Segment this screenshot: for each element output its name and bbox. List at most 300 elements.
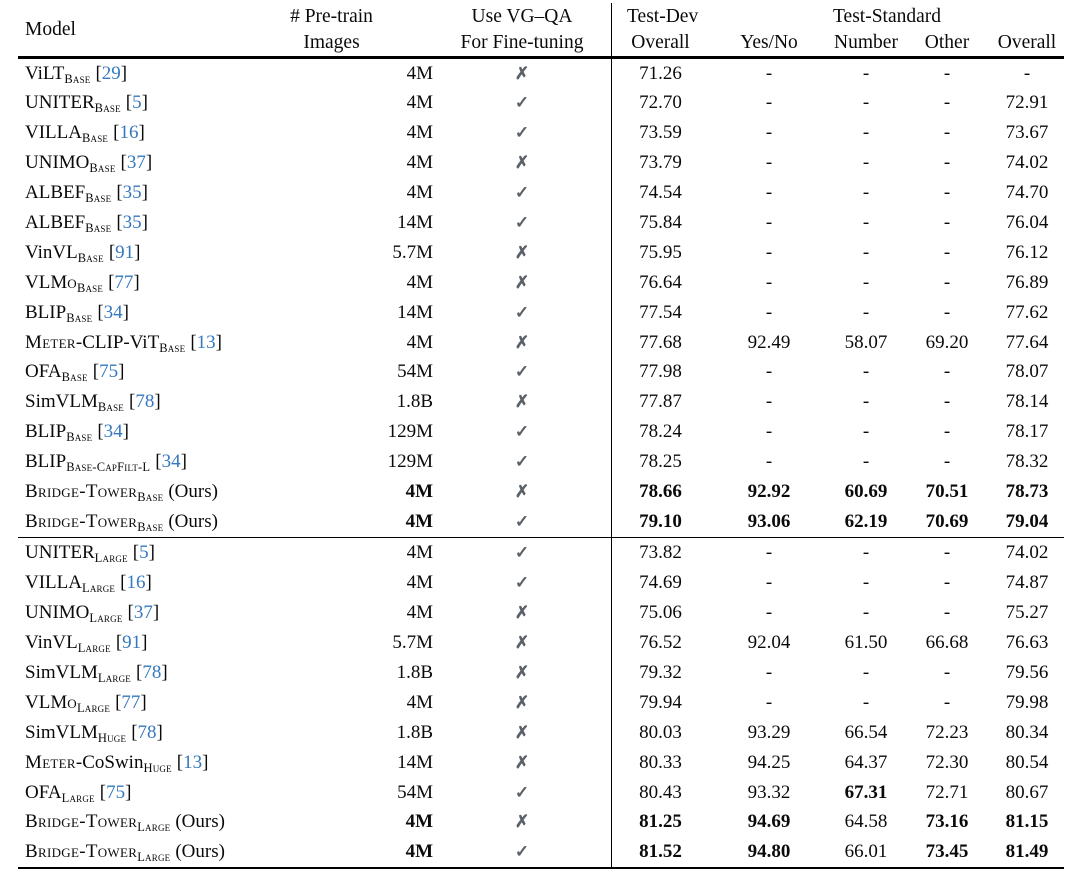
citation-link[interactable]: 16 xyxy=(126,572,146,594)
score-cell-overall: 78.73 xyxy=(1005,481,1049,502)
model-name xyxy=(18,782,348,804)
score-cell-number: - xyxy=(862,301,870,323)
vgqa-check-icon: ✓ xyxy=(514,93,530,113)
header-model: Model xyxy=(25,18,76,40)
pretrain-images-cell: 4M xyxy=(405,481,433,502)
citation-close-bracket: ] xyxy=(148,542,155,564)
table-row xyxy=(18,628,1064,658)
table-row xyxy=(18,208,1064,238)
model-size-subscript: Base xyxy=(66,310,93,325)
vgqa-cell xyxy=(433,212,611,234)
vgqa-check-icon: ✓ xyxy=(514,123,530,143)
score-cell-testdev-overall: 77.68 xyxy=(639,331,682,353)
score-cell-testdev-overall: 73.79 xyxy=(639,152,682,174)
citation-close-bracket: ] xyxy=(156,721,163,743)
score-cell-number: 64.58 xyxy=(844,811,888,833)
citation-open-bracket: [ xyxy=(136,661,143,683)
model-name xyxy=(18,92,348,114)
vgqa-cross-icon: ✗ xyxy=(514,722,530,742)
score-cell-overall: 79.98 xyxy=(1005,691,1049,713)
vgqa-cross-icon: ✗ xyxy=(514,272,530,292)
table-row xyxy=(18,268,1064,298)
citation-open-bracket: [ xyxy=(95,62,102,84)
pretrain-images-cell: 4M xyxy=(406,542,433,564)
citation-link[interactable]: 16 xyxy=(119,122,139,144)
vgqa-cross-icon: ✗ xyxy=(514,633,530,653)
citation-close-bracket: ] xyxy=(161,661,168,683)
citation xyxy=(116,632,148,653)
score-cell-other: 70.69 xyxy=(925,510,969,532)
citation xyxy=(120,572,152,593)
citation-close-bracket: ] xyxy=(154,391,161,413)
vgqa-check-icon: ✓ xyxy=(514,543,530,563)
citation-open-bracket: [ xyxy=(120,572,127,594)
citation xyxy=(136,662,168,683)
vgqa-cell xyxy=(433,242,611,264)
score-cell-testdev-overall: 72.70 xyxy=(639,92,682,114)
model-size-subscript: Large xyxy=(94,551,128,566)
table-row xyxy=(18,88,1064,118)
vgqa-cross-icon: ✗ xyxy=(514,752,530,772)
pretrain-images-cell: 4M xyxy=(406,602,433,624)
citation-open-bracket: [ xyxy=(131,721,138,743)
model-name xyxy=(18,302,348,324)
citation xyxy=(133,542,155,563)
score-cell-number: 66.01 xyxy=(844,841,888,863)
citation-open-bracket: [ xyxy=(108,271,115,293)
citation-link[interactable]: 34 xyxy=(103,421,123,443)
citation-link[interactable]: 13 xyxy=(183,751,203,773)
header-vgqa-line2: For Fine-tuning xyxy=(460,32,584,53)
model-size-subscript: Base xyxy=(94,101,121,116)
score-cell-testdev-overall: 75.06 xyxy=(639,602,682,624)
header-col-overall-std: Overall xyxy=(997,32,1057,53)
score-cell-number: - xyxy=(862,152,870,174)
vgqa-cell xyxy=(433,421,611,443)
model-name xyxy=(18,572,348,594)
model-size-subscript: Base xyxy=(64,71,91,86)
score-cell-number: - xyxy=(862,691,870,713)
vgqa-cross-icon: ✗ xyxy=(514,63,530,83)
model-name-part: ALBEF xyxy=(25,211,86,233)
model-name-part: BLIP xyxy=(25,451,67,473)
model-name-part: -CLIP-ViT xyxy=(75,331,160,353)
score-cell-other: 72.23 xyxy=(925,721,969,743)
table-header xyxy=(18,3,1064,56)
model-name-part: Meter xyxy=(25,331,76,353)
pretrain-images-cell: 4M xyxy=(406,62,433,84)
citation-link[interactable]: 78 xyxy=(142,661,162,683)
vgqa-cell xyxy=(433,692,611,714)
model-name xyxy=(18,212,348,234)
citation-link[interactable]: 5 xyxy=(139,542,149,564)
table-row xyxy=(18,568,1064,598)
score-cell-testdev-overall: 76.64 xyxy=(639,271,682,293)
model-name xyxy=(18,481,348,503)
score-cell-overall: - xyxy=(1023,62,1031,84)
model-name-part: UNITER xyxy=(25,542,95,564)
score-cell-yesno: - xyxy=(765,542,773,564)
score-cell-testdev-overall: 79.94 xyxy=(639,691,682,713)
citation-close-bracket: ] xyxy=(145,152,153,174)
column-divider-rule xyxy=(611,3,612,869)
score-cell-overall: 75.27 xyxy=(1005,602,1049,624)
model-name-part: ALBEF xyxy=(25,182,86,204)
header-pretrain-line2: Images xyxy=(303,32,360,53)
pretrain-images-cell: 54M xyxy=(397,781,433,803)
vgqa-cell xyxy=(433,391,611,413)
score-cell-other: - xyxy=(943,361,951,383)
pretrain-images-cell: 4M xyxy=(405,811,433,833)
score-cell-yesno: - xyxy=(765,391,773,413)
model-name xyxy=(18,332,348,354)
score-cell-testdev-overall: 77.98 xyxy=(639,361,682,383)
citation-link[interactable]: 37 xyxy=(133,602,153,624)
ours-label: (Ours) xyxy=(175,811,225,833)
score-cell-testdev-overall: 73.59 xyxy=(639,122,682,144)
score-cell-yesno: 94.25 xyxy=(747,751,791,773)
model-name-part: o xyxy=(67,271,77,293)
citation-close-bracket: ] xyxy=(138,122,145,144)
citation-open-bracket: [ xyxy=(125,92,133,114)
score-cell-overall: 74.02 xyxy=(1005,542,1049,564)
citation-link[interactable]: 78 xyxy=(137,721,157,743)
score-cell-number: - xyxy=(862,62,870,84)
model-name-part: SimVLM xyxy=(25,721,98,743)
score-cell-yesno: - xyxy=(765,361,773,383)
pretrain-images-cell: 5.7M xyxy=(392,241,433,263)
vgqa-cell xyxy=(433,152,611,174)
table-row xyxy=(18,148,1064,178)
score-cell-other: 72.71 xyxy=(925,781,969,803)
citation-link[interactable]: 29 xyxy=(101,62,121,84)
score-cell-overall: 81.49 xyxy=(1005,841,1049,863)
citation xyxy=(97,421,129,442)
score-cell-number: - xyxy=(862,451,870,473)
model-name xyxy=(18,122,348,144)
vgqa-cell xyxy=(433,361,611,383)
citation-link[interactable]: 37 xyxy=(126,152,146,174)
score-cell-other: - xyxy=(943,542,951,564)
citation xyxy=(190,332,222,353)
citation-close-bracket: ] xyxy=(122,421,129,443)
citation-link[interactable]: 78 xyxy=(135,391,155,413)
score-cell-yesno: 93.29 xyxy=(747,721,791,743)
citation-open-bracket: [ xyxy=(116,211,123,233)
model-name-part: BLIP xyxy=(25,421,67,443)
model-name xyxy=(18,602,348,624)
citation-open-bracket: [ xyxy=(116,182,123,204)
vgqa-check-icon: ✓ xyxy=(514,573,530,593)
score-cell-other: - xyxy=(943,122,951,144)
vgqa-cross-icon: ✗ xyxy=(514,482,530,501)
score-cell-testdev-overall: 78.24 xyxy=(639,421,682,443)
citation xyxy=(97,302,129,323)
model-name xyxy=(18,451,348,473)
citation-close-bracket: ] xyxy=(215,331,222,353)
score-cell-number: - xyxy=(862,572,870,594)
model-name xyxy=(18,542,348,564)
header-col-overall-dev: Overall xyxy=(631,32,690,53)
header-pretrain-line1: # Pre-train xyxy=(290,6,373,27)
model-name xyxy=(18,182,348,204)
pretrain-images-cell: 4M xyxy=(405,510,433,532)
citation-open-bracket: [ xyxy=(115,632,123,654)
pretrain-images-cell: 4M xyxy=(406,331,433,353)
score-cell-overall: 80.54 xyxy=(1005,751,1049,773)
score-cell-overall: 77.64 xyxy=(1005,331,1049,353)
table-row xyxy=(18,688,1064,718)
score-cell-other: - xyxy=(943,691,951,713)
citation-open-bracket: [ xyxy=(176,751,184,773)
score-cell-testdev-overall: 73.82 xyxy=(639,542,682,564)
score-cell-testdev-overall: 78.66 xyxy=(639,481,682,502)
pretrain-images-cell: 4M xyxy=(406,92,433,114)
pretrain-images-cell: 1.8B xyxy=(396,391,433,413)
header-col-yesno: Yes/No xyxy=(740,32,798,53)
vgqa-cell xyxy=(433,481,611,503)
model-name xyxy=(18,421,348,443)
table-row xyxy=(18,118,1064,148)
score-cell-testdev-overall: 81.25 xyxy=(639,811,682,833)
citation-close-bracket: ] xyxy=(134,241,141,263)
vgqa-cell xyxy=(433,811,611,833)
model-name-part: UNIMO xyxy=(25,152,90,174)
model-name-part: VinVL xyxy=(25,632,78,654)
model-size-subscript: Large xyxy=(61,790,95,805)
citation-close-bracket: ] xyxy=(125,781,132,803)
score-cell-yesno: - xyxy=(765,62,773,84)
score-cell-other: - xyxy=(943,271,951,293)
score-cell-overall: 76.12 xyxy=(1005,241,1049,263)
score-cell-overall: 74.70 xyxy=(1005,182,1049,204)
citation-close-bracket: ] xyxy=(180,451,187,473)
model-name xyxy=(18,361,348,383)
citation-link[interactable]: 91 xyxy=(122,632,142,654)
model-name xyxy=(18,391,348,413)
citation xyxy=(116,182,148,203)
model-name xyxy=(18,692,348,714)
vgqa-check-icon: ✓ xyxy=(514,452,530,472)
citation-link[interactable]: 35 xyxy=(122,182,142,204)
score-cell-other: 73.45 xyxy=(925,841,969,863)
score-cell-number: - xyxy=(862,182,870,204)
score-cell-number: 67.31 xyxy=(844,781,888,803)
model-name-part: -CoSwin xyxy=(75,751,144,773)
model-size-subscript: Large xyxy=(97,670,131,685)
score-cell-yesno: 92.92 xyxy=(747,481,791,502)
model-name xyxy=(18,662,348,684)
pretrain-images-cell: 5.7M xyxy=(392,632,433,654)
citation-close-bracket: ] xyxy=(140,691,147,713)
score-cell-number: - xyxy=(862,122,870,144)
citation-open-bracket: [ xyxy=(115,691,122,713)
pretrain-images-cell: 129M xyxy=(387,421,433,443)
citation xyxy=(109,242,141,263)
vgqa-check-icon: ✓ xyxy=(514,302,530,322)
score-cell-yesno: - xyxy=(765,241,773,263)
score-cell-yesno: - xyxy=(765,451,773,473)
score-cell-number: - xyxy=(862,271,870,293)
score-cell-overall: 72.91 xyxy=(1005,92,1049,114)
score-cell-yesno: 92.04 xyxy=(747,632,791,654)
vgqa-cell xyxy=(433,511,611,533)
score-cell-number: - xyxy=(862,602,870,624)
model-name xyxy=(18,242,348,264)
model-size-subscript: Base xyxy=(97,400,124,415)
vgqa-cell xyxy=(433,752,611,774)
score-cell-number: 58.07 xyxy=(844,331,888,353)
model-size-subscript: Large xyxy=(81,581,116,596)
vgqa-check-icon: ✓ xyxy=(514,212,530,232)
score-cell-yesno: - xyxy=(765,301,773,323)
model-size-subscript: Base xyxy=(89,161,116,176)
model-name-part: VLM xyxy=(25,691,68,713)
score-cell-number: 61.50 xyxy=(844,632,888,654)
ours-label: (Ours) xyxy=(175,841,225,863)
score-cell-yesno: - xyxy=(765,661,773,683)
citation-open-bracket: [ xyxy=(190,331,197,353)
citation-link[interactable]: 13 xyxy=(196,331,216,353)
score-cell-overall: 74.02 xyxy=(1005,152,1049,174)
model-size-subscript: Base xyxy=(137,490,164,504)
score-cell-testdev-overall: 79.32 xyxy=(639,661,682,683)
score-cell-other: 70.51 xyxy=(925,481,969,502)
model-name-part: Meter xyxy=(25,751,76,773)
table-row xyxy=(18,178,1064,208)
model-name-part: SimVLM xyxy=(25,661,98,683)
score-cell-other: 69.20 xyxy=(925,331,969,353)
model-size-subscript: Base xyxy=(81,131,109,146)
score-cell-other: - xyxy=(943,391,951,413)
citation xyxy=(129,391,161,412)
vgqa-cell xyxy=(433,272,611,294)
citation xyxy=(113,122,145,143)
citation-close-bracket: ] xyxy=(120,62,128,84)
score-cell-other: - xyxy=(943,572,951,594)
score-cell-testdev-overall: 75.84 xyxy=(639,211,682,233)
score-cell-testdev-overall: 74.69 xyxy=(639,572,682,594)
score-cell-overall: 81.15 xyxy=(1005,811,1049,833)
model-size-subscript: Base xyxy=(66,430,93,445)
model-name xyxy=(18,272,348,294)
score-cell-overall: 80.34 xyxy=(1005,721,1049,743)
score-cell-number: 64.37 xyxy=(844,751,888,773)
vgqa-check-icon: ✓ xyxy=(514,511,530,531)
citation-link[interactable]: 75 xyxy=(99,361,119,383)
score-cell-overall: 77.62 xyxy=(1005,301,1049,323)
vgqa-cross-icon: ✗ xyxy=(514,392,530,412)
vgqa-check-icon: ✓ xyxy=(514,422,530,442)
pretrain-images-cell: 4M xyxy=(406,182,433,204)
citation xyxy=(108,272,140,293)
score-cell-overall: 78.07 xyxy=(1005,361,1049,383)
model-size-subscript: Base xyxy=(76,280,104,295)
model-name-part: OFA xyxy=(25,361,62,383)
score-cell-other: - xyxy=(943,421,951,443)
model-name-part: Bridge-Tower xyxy=(25,510,138,532)
score-cell-other: - xyxy=(943,62,951,84)
model-name-part: Bridge-Tower xyxy=(25,481,138,502)
table-row xyxy=(18,507,1064,537)
citation-link[interactable]: 34 xyxy=(161,451,181,473)
model-size-subscript: Base xyxy=(85,191,112,206)
score-cell-number: - xyxy=(862,361,870,383)
citation xyxy=(155,451,187,472)
score-cell-yesno: - xyxy=(765,92,773,114)
table-row xyxy=(18,658,1064,688)
score-cell-yesno: - xyxy=(765,602,773,624)
ours-label: (Ours) xyxy=(168,481,218,502)
citation-link[interactable]: 5 xyxy=(132,92,142,114)
citation-link[interactable]: 35 xyxy=(122,211,142,233)
score-cell-yesno: 93.32 xyxy=(747,781,791,803)
score-cell-overall: 76.04 xyxy=(1005,211,1049,233)
score-cell-testdev-overall: 77.54 xyxy=(639,301,682,323)
vgqa-cross-icon: ✗ xyxy=(514,812,530,832)
citation-link[interactable]: 77 xyxy=(114,271,134,293)
header-testdev-group: Test-Dev xyxy=(627,6,699,27)
header-vgqa-line1: Use VG–QA xyxy=(471,6,573,27)
table-row xyxy=(18,328,1064,358)
score-cell-yesno: - xyxy=(765,182,773,204)
citation-open-bracket: [ xyxy=(97,421,104,443)
vgqa-cell xyxy=(433,782,611,804)
model-size-subscript: Large xyxy=(76,700,111,715)
model-size-subscript: Base xyxy=(85,220,112,235)
score-cell-other: - xyxy=(943,602,951,624)
model-size-subscript: Base-CapFilt-L xyxy=(66,460,151,475)
model-name-part: BLIP xyxy=(25,301,67,323)
vgqa-cross-icon: ✗ xyxy=(514,153,530,173)
pretrain-images-cell: 4M xyxy=(406,152,433,174)
table-row xyxy=(18,748,1064,778)
score-cell-other: - xyxy=(943,661,951,683)
score-cell-testdev-overall: 71.26 xyxy=(639,62,682,84)
citation-open-bracket: [ xyxy=(129,391,136,413)
vgqa-cell xyxy=(433,722,611,744)
table-row xyxy=(18,598,1064,628)
citation-link[interactable]: 91 xyxy=(115,241,135,263)
score-cell-yesno: 92.49 xyxy=(747,331,791,353)
vgqa-cross-icon: ✗ xyxy=(514,603,530,623)
score-cell-yesno: - xyxy=(765,572,773,594)
model-name-part: SimVLM xyxy=(25,391,98,413)
score-cell-overall: 74.87 xyxy=(1005,572,1049,594)
citation-link[interactable]: 75 xyxy=(106,781,126,803)
model-size-subscript: Base xyxy=(137,519,164,534)
vgqa-check-icon: ✓ xyxy=(514,183,530,203)
vgqa-cell xyxy=(433,182,611,204)
score-cell-other: - xyxy=(943,211,951,233)
vgqa-check-icon: ✓ xyxy=(514,782,530,802)
citation-open-bracket: [ xyxy=(108,241,116,263)
model-name-part: Bridge-Tower xyxy=(25,841,138,863)
score-cell-other: 73.16 xyxy=(925,811,969,833)
citation-open-bracket: [ xyxy=(127,602,134,624)
model-name xyxy=(18,811,348,833)
vgqa-cell xyxy=(433,302,611,324)
pretrain-images-cell: 54M xyxy=(397,361,433,383)
vgqa-cell xyxy=(433,572,611,594)
citation-link[interactable]: 34 xyxy=(103,301,123,323)
model-name-part: VinVL xyxy=(25,241,78,263)
model-size-subscript: Huge xyxy=(143,760,172,775)
score-cell-number: - xyxy=(862,421,870,443)
citation-link[interactable]: 77 xyxy=(121,691,141,713)
citation-open-bracket: [ xyxy=(155,451,162,473)
score-cell-overall: 79.04 xyxy=(1005,510,1049,532)
